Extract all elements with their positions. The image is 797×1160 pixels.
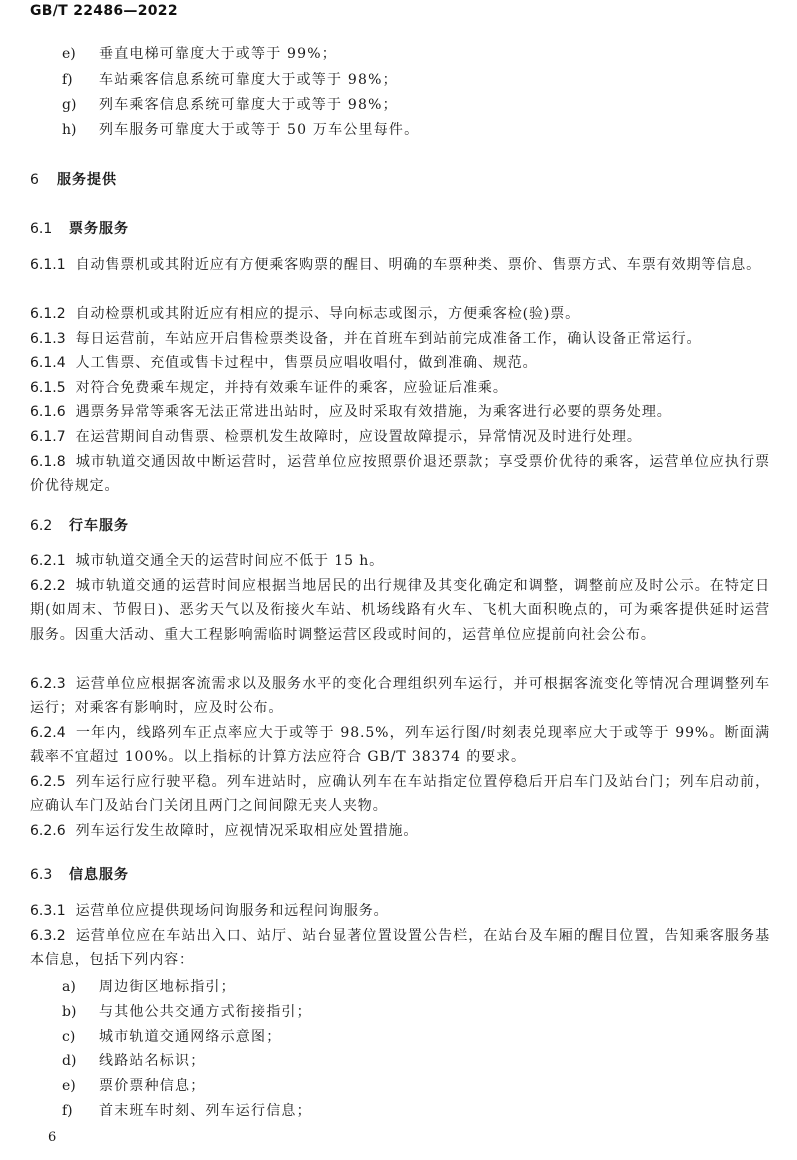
clause-number: 6.2.5 [30,774,66,790]
clause-text: 遇票务异常等乘客无法正常进出站时，应及时采取有效措施，为乘客进行必要的票务处理。 [75,404,672,420]
list-item-label: c) [62,1029,76,1045]
clause-number: 6.2.1 [30,553,66,569]
clause-number: 6.2.4 [30,725,66,741]
list-item-label: h) [62,122,77,138]
clause-number: 6.3.1 [30,903,66,919]
clause-number: 6.1.7 [30,429,66,445]
clause [30,819,770,843]
subsection-number: 6.3 [30,867,53,883]
clause [30,400,770,424]
clause-text: 人工售票、充值或售卡过程中，售票员应唱收唱付，做到准确、规范。 [75,355,538,371]
subsection-number: 6.2 [30,518,53,534]
list-item-label: f) [62,1103,73,1119]
clause-number: 6.1.3 [30,331,66,347]
list-item-text: 周边街区地标指引； [99,979,236,995]
subsection-title: 信息服务 [69,867,129,883]
clause-number: 6.2.3 [30,676,66,692]
clause-text: 列车运行应行驶平稳。列车进站时，应确认列车在车站指定位置停稳后开启车门及站台门；列车启动前，应确认车门及站台门关闭且两门之间间隙无夹人夹物。 [30,774,770,815]
list-item-label: a) [62,979,76,995]
clause [30,450,770,499]
clause-number: 6.2.6 [30,823,66,839]
subsection-number: 6.1 [30,221,53,237]
clause-number: 6.1.4 [30,355,66,371]
list-item-text: 列车乘客信息系统可靠度大于或等于 98%； [99,97,398,113]
list-item-text: 列车服务可靠度大于或等于 50 万车公里每件。 [99,122,420,138]
clause-text: 对符合免费乘车规定，并持有效乘车证件的乘客，应验证后准乘。 [75,380,508,396]
list-item-text: 车站乘客信息系统可靠度大于或等于 98%； [99,72,398,88]
clause-number: 6.1.2 [30,306,66,322]
clause-text: 运营单位应在车站出入口、站厅、站台显著位置设置公告栏，在站台及车厢的醒目位置，告知乘客服务基本信息，包括下列内容： [30,928,770,969]
clause-text: 运营单位应根据客流需求以及服务水平的变化合理组织列车运行，并可根据客流变化等情况合理调整列车运行；对乘客有影响时，应及时公布。 [30,676,770,717]
clause-text: 运营单位应提供现场问询服务和远程问询服务。 [75,903,389,919]
list-item-label: e) [62,46,76,62]
clause-text: 自动售票机或其附近应有方便乘客购票的醒目、明确的车票种类、票价、售票方式、车票有效期等信息。 [75,257,762,273]
list-item-label: g) [62,97,77,113]
clause [30,770,770,819]
list-item-text: 票价票种信息； [99,1078,206,1094]
list-item-label: e) [62,1078,76,1094]
list-item-label: b) [62,1004,77,1020]
list-item-text: 城市轨道交通网络示意图； [99,1029,282,1045]
page-number: 6 [48,1130,57,1145]
clause [30,253,770,277]
clause-text: 城市轨道交通因故中断运营时，运营单位应按照票价退还票款；享受票价优待的乘客，运营单位应执行票价优待规定。 [30,454,770,495]
clause [30,302,770,326]
clause-text: 城市轨道交通全天的运营时间应不低于 15 h。 [75,553,385,569]
clause-number: 6.3.2 [30,928,66,944]
clause-number: 6.1.1 [30,257,66,273]
list-item-text: 首末班车时刻、列车运行信息； [99,1103,312,1119]
clause-text: 每日运营前，车站应开启售检票类设备，并在首班车到站前完成准备工作，确认设备正常运行。 [75,331,702,347]
clause [30,899,770,923]
clause-number: 6.1.5 [30,380,66,396]
clause-text: 城市轨道交通的运营时间应根据当地居民的出行规律及其变化确定和调整，调整前应及时公示。在特定日期(如周末、节假日)、恶劣天气以及衔接火车站、机场线路有火车、飞机大面积晚点的，可为乘客提供延时运营服务。因重大活动、重大工程影响需临时调整运营区段或时间的，运营单位应提前向社会公布。 [30,578,770,643]
clause [30,672,770,721]
clause [30,425,770,449]
clause-text: 自动检票机或其附近应有相应的提示、导向标志或图示，方便乘客检(验)票。 [75,306,581,322]
standard-code: GB/T 22486—2022 [30,3,178,19]
clause-number: 6.2.2 [30,578,66,594]
clause [30,549,770,573]
clause-text: 在运营期间自动售票、检票机发生故障时，应设置故障提示，异常情况及时进行处理。 [75,429,642,445]
clause [30,327,770,351]
clause [30,351,770,375]
list-item-label: d) [62,1053,77,1069]
list-item-label: f) [62,72,73,88]
clause-text: 一年内，线路列车正点率应大于或等于 98.5%，列车运行图/时刻表兑现率应大于或等于 99%。断面满载率不宜超过 100%。以上指标的计算方法应符合 GB/T 38374 的要求。 [30,725,770,766]
clause [30,721,770,770]
clause [30,924,770,973]
section-number: 6 [30,172,39,188]
list-item-text: 垂直电梯可靠度大于或等于 99%； [99,46,337,62]
list-item-text: 与其他公共交通方式衔接指引； [99,1004,312,1020]
clause-number: 6.1.6 [30,404,66,420]
section-title: 服务提供 [57,172,117,188]
clause [30,574,770,647]
subsection-title: 行车服务 [69,518,129,534]
clause-number: 6.1.8 [30,454,66,470]
clause-text: 列车运行发生故障时，应视情况采取相应处置措施。 [75,823,419,839]
subsection-title: 票务服务 [69,221,129,237]
clause [30,376,770,400]
list-item-text: 线路站名标识； [99,1053,206,1069]
